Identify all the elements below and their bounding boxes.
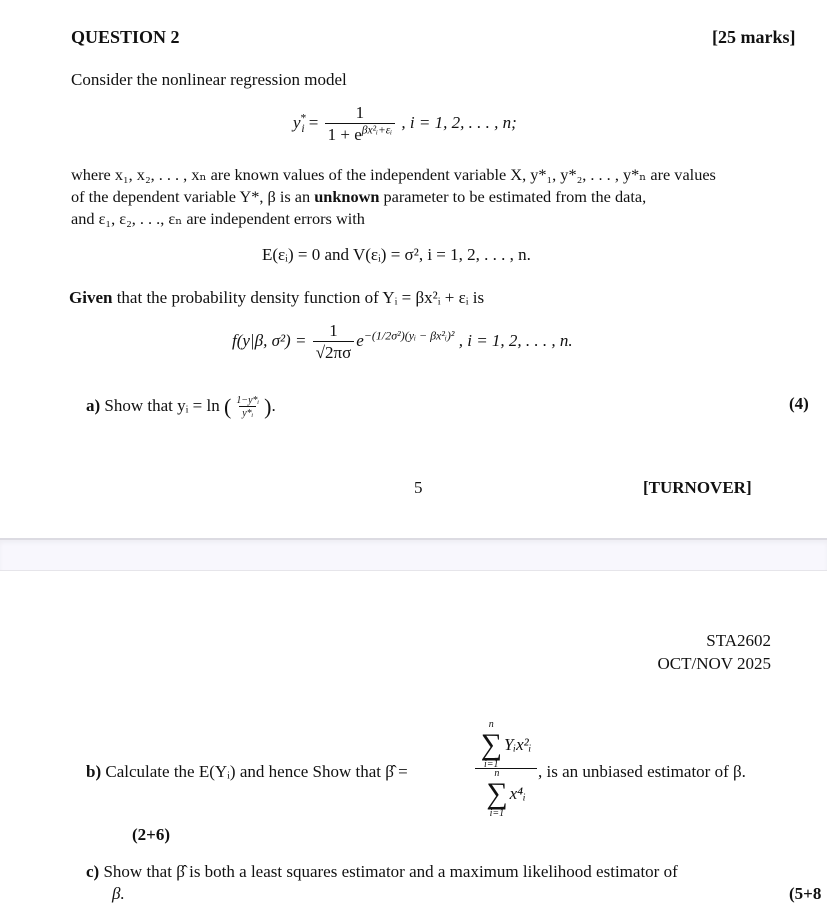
page-separator	[0, 538, 827, 571]
unknown-emphasis: unknown	[314, 187, 380, 206]
part-b-label: b)	[86, 762, 102, 781]
part-c-label: c)	[86, 862, 100, 881]
sum-denominator: n ∑ i=1	[486, 768, 508, 819]
beta-hat-fraction: n ∑ i=1 Yᵢx²ᵢ n ∑ i=1 x⁴ᵢ	[475, 720, 537, 819]
given-line: Given that the probability density function of Yᵢ = βx²ᵢ + εᵢ is	[69, 288, 485, 307]
intro-text: Consider the nonlinear regression model	[71, 70, 347, 89]
part-c-line-2: β.	[112, 884, 125, 903]
part-b-tail: , is an unbiased estimator of β.	[538, 762, 746, 781]
part-a-fraction: $\frac{\text{1−y*ᵢ}}{\text{y*ᵢ}}$	[236, 394, 260, 419]
pdf-equation: f(y|β, σ²) = $\frac{1}{√2\pi\sigma}$ $e^{-(1/2\sigma^2)(yᵢ - \beta x^2ᵢ)^2}$ , i = 1, 2, . . . , n.	[232, 321, 573, 362]
sum-numerator: n ∑ i=1	[480, 719, 502, 770]
question-title: QUESTION 2	[71, 27, 180, 47]
model-fraction: $\frac{1}{1 + e^{\beta x^2ᵢ+\varepsilon ᵢ}}$	[325, 104, 395, 144]
model-equation: $y^*_i$ = $\frac{1}{1 + e^{\beta x^2ᵢ+\varepsilon ᵢ}}$ , i = 1, 2, . . . , n;	[293, 103, 517, 144]
error-equation: E(εᵢ) = 0 and V(εᵢ) = σ², i = 1, 2, . . . , n.	[262, 245, 531, 264]
course-code: STA2602	[706, 631, 771, 650]
part-a: a) Show that yᵢ = ln ( $\frac{\text{1−y*ᵢ}}{\text{y*ᵢ}}$ ).	[86, 394, 276, 419]
part-a-label: a)	[86, 395, 101, 415]
part-b: b) Calculate the E(Yᵢ) and hence Show that β̂ =	[86, 762, 408, 781]
where-line-2: of the dependent variable Y*, β is an unknown parameter to be estimated from the data,	[71, 187, 647, 206]
part-a-marks: (4)	[789, 394, 809, 413]
where-line-1: where x₁, x₂, . . . , xₙ are known values of the independent variable X, y*₁, y*₂, . . . , y*ₙ are values	[71, 165, 716, 184]
turnover-label: [TURNOVER]	[643, 478, 752, 497]
part-c: c) Show that β̂ is both a least squares estimator and a maximum likelihood estimator of	[86, 862, 678, 881]
question-marks: [25 marks]	[712, 27, 796, 47]
part-c-marks: (5+8	[789, 884, 822, 903]
part-b-marks: (2+6)	[132, 825, 171, 844]
page-number: 5	[414, 478, 423, 497]
exam-session: OCT/NOV 2025	[657, 654, 771, 673]
where-line-3: and ε₁, ε₂, . . ., εₙ are independent errors with	[71, 209, 365, 228]
pdf-fraction: $\frac{1}{√2\pi\sigma}$	[313, 322, 355, 362]
